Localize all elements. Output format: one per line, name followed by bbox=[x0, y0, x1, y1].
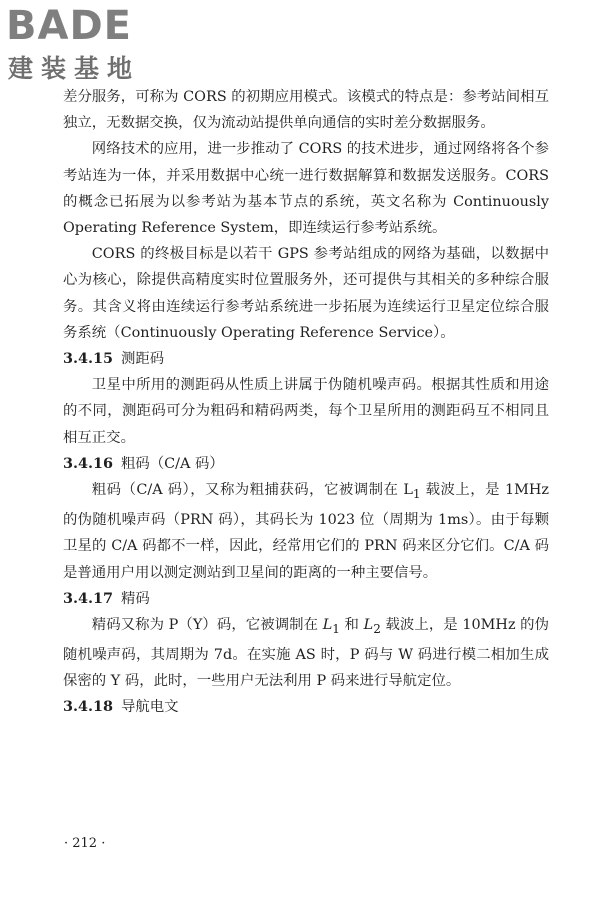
section-title: 精码 bbox=[121, 590, 150, 607]
symbol-l: L bbox=[363, 616, 374, 633]
paragraph-cors-goal: CORS 的终极目标是以若干 GPS 参考站组成的网络为基础，以数据中心为核心，除提供高精度实时位置服务外，还可提供与其相关的多种综合服务。其含义将由连续运行参考站系统进一步拓展为连续运行卫星定位综合服务系统（Continuously Operating Reference Service）。 bbox=[63, 246, 549, 341]
text-run: 和 bbox=[339, 616, 364, 633]
paragraph-ranging-code: 卫星中所用的测距码从性质上讲属于伪随机噪声码。根据其性质和用途的不同，测距码可分为粗码和精码两类，每个卫星所用的测距码互不相同且相互正交。 bbox=[63, 377, 549, 446]
paragraph-precise-code bbox=[63, 612, 549, 694]
page-body bbox=[63, 84, 549, 721]
subscript: 1 bbox=[412, 486, 421, 501]
section-heading-3-4-16 bbox=[63, 451, 549, 477]
section-heading-3-4-17 bbox=[63, 586, 549, 612]
section-number: 3.4.18 bbox=[63, 698, 114, 716]
logo-subtitle: 建装基地 bbox=[8, 54, 141, 83]
section-title: 导航电文 bbox=[121, 699, 179, 716]
subscript: 1 bbox=[332, 621, 340, 636]
section-title: 测距码 bbox=[121, 351, 165, 368]
paragraph-network-tech: 网络技术的应用，进一步推动了 CORS 的技术进步，通过网络将各个参考站连为一体，并采用数据中心统一进行数据解算和数据发送服务。CORS 的概念已拓展为以参考站为基本节点的系统，英文名称为 Continuously Operating Reference System，即连续运行参考站系统。 bbox=[63, 141, 549, 237]
subscript: 2 bbox=[373, 621, 381, 636]
paragraph-coarse-code bbox=[63, 477, 549, 586]
text-run: 粗码（C/A 码），又称为粗捕获码，它被调制在 L bbox=[91, 482, 413, 499]
section-number: 3.4.16 bbox=[63, 454, 114, 472]
section-heading-3-4-15 bbox=[63, 346, 549, 372]
bade-logo bbox=[6, 4, 176, 86]
text-run: 载波上，是 1MHz 的伪随机噪声码（PRN 码），其码长为 1023 位（周期为 1ms）。由于每颗卫星的 C/A 码都不一样，因此，经常用它们的 PRN 码来区分它们。C/A 码是普通用户用以测定测站到卫星间的距离的一种主要信号。 bbox=[63, 482, 549, 581]
page-number: · 212 · bbox=[64, 836, 106, 851]
text-run: 载波上，是 10MHz 的伪随机噪声码，其周期为 7d。在实施 AS 时，P 码与 W 码进行模二相加生成保密的 Y 码，此时，一些用户无法利用 P 码来进行导航定位。 bbox=[63, 616, 550, 690]
section-number: 3.4.17 bbox=[63, 589, 114, 607]
section-title: 粗码（C/A 码） bbox=[121, 455, 224, 472]
paragraph-cors-initial: 差分服务，可称为 CORS 的初期应用模式。该模式的特点是：参考站间相互独立，无数据交换，仅为流动站提供单向通信的实时差分数据服务。 bbox=[63, 89, 549, 132]
section-heading-3-4-18 bbox=[63, 694, 549, 720]
symbol-l: L bbox=[322, 616, 333, 633]
text-run: 精码又称为 P（Y）码，它被调制在 bbox=[91, 616, 323, 633]
section-number: 3.4.15 bbox=[63, 350, 114, 368]
logo-wordmark: BADE bbox=[6, 3, 132, 49]
